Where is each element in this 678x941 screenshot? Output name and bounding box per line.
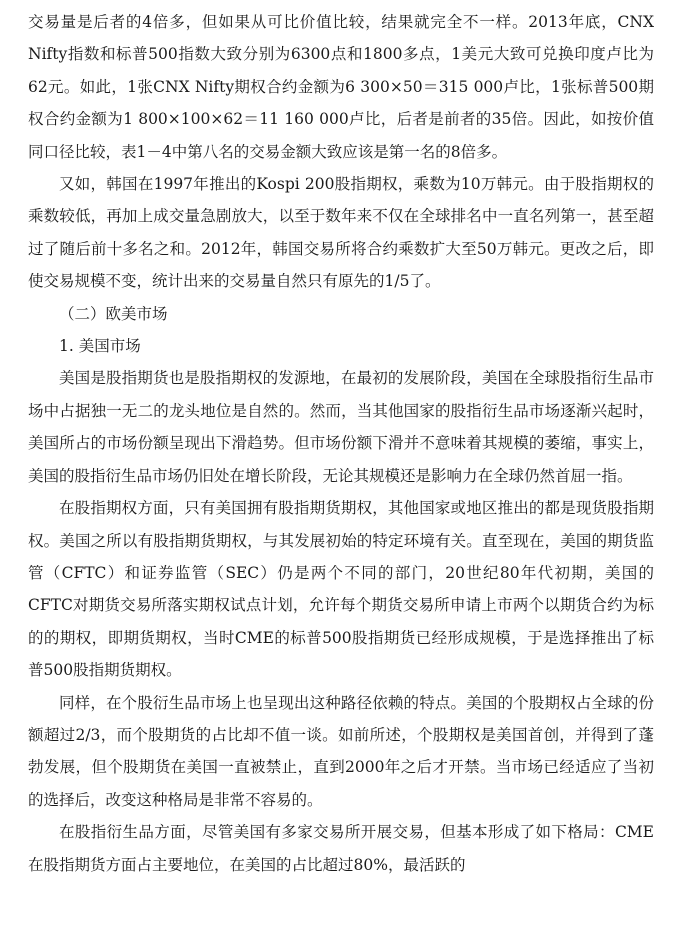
body-paragraph: 同样，在个股衍生品市场上也呈现出这种路径依赖的特点。美国的个股期权占全球的份额超过2/3，而个股期货的占比却不值一谈。如前所述，个股期权是美国首创，并得到了蓬勃发展，但个股期货在美国一直被禁止，直到2000年之后才开禁。当市场已经适应了当初的选择后，改变这种格局是非常不容易的。	[28, 693, 654, 809]
subsection-heading: 1. 美国市场	[59, 337, 141, 356]
body-paragraph: 美国是股指期货也是股指期权的发源地，在最初的发展阶段，美国在全球股指衍生品市场中占据独一无二的龙头地位是自然的。然而，当其他国家的股指衍生品市场逐渐兴起时，美国所占的市场份额呈现出下滑趋势。但市场份额下滑并不意味着其规模的萎缩，事实上，美国的股指衍生品市场仍旧处在增长阶段，无论其规模还是影响力在全球仍然首屈一指。	[28, 369, 654, 485]
body-paragraph: 又如，韩国在1997年推出的Kospi 200股指期权，乘数为10万韩元。由于股指期权的乘数较低，再加上成交量急剧放大，以至于数年来不仅在全球排名中一直名列第一，甚至超过了随后前十多名之和。2012年，韩国交易所将合约乘数扩大至50万韩元。更改之后，即使交易规模不变，统计出来的交易量自然只有原先的1/5了。	[28, 175, 654, 291]
body-paragraph: 在股指期权方面，只有美国拥有股指期货期权，其他国家或地区推出的都是现货股指期权。美国之所以有股指期货期权，与其发展初始的特定环境有关。直至现在，美国的期货监管（CFTC）和证券监管（SEC）仍是两个不同的部门，20世纪80年代初期，美国的CFTC对期货交易所落实期权试点计划，允许每个期货交易所申请上市两个以期货合约为标的的期权，即期货期权，当时CME的标普500股指期货已经形成规模，于是选择推出了标普500股指期货期权。	[28, 499, 654, 680]
section-heading: （二）欧美市场	[59, 304, 168, 323]
body-paragraph: 交易量是后者的4倍多，但如果从可比价值比较，结果就完全不一样。2013年底，CNX Nifty指数和标普500指数大致分别为6300点和1800多点，1美元大致可兑换印度卢比为62元。如此，1张CNX Nifty期权合约金额为6 300×50＝315 000卢比，1张标普500期权合约金额为1 800×100×62＝11 160 000卢比，后者是前者的35倍。因此，如按价值同口径比较，表1－4中第八名的交易金额大致应该是第一名的8倍多。	[28, 13, 654, 161]
body-paragraph: 在股指衍生品方面，尽管美国有多家交易所开展交易，但基本形成了如下格局：CME在股指期货方面占主要地位，在美国的占比超过80%，最活跃的	[28, 823, 654, 874]
document-page	[28, 6, 654, 936]
